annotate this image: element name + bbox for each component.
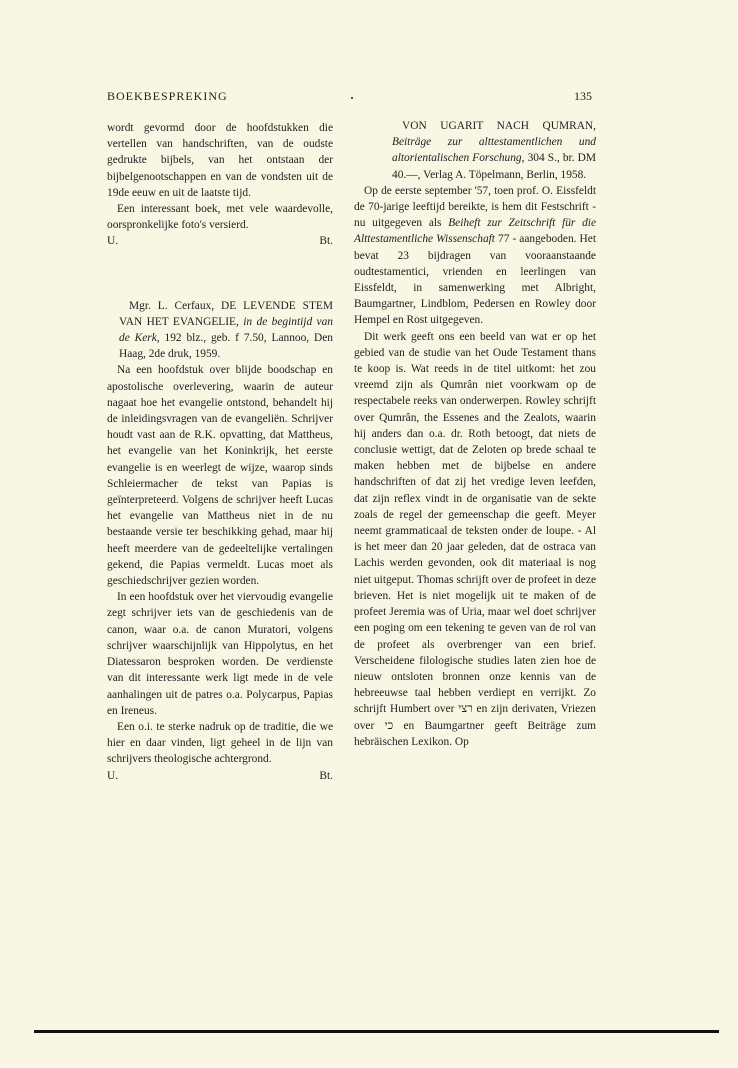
review3-p1-journal-title: Beiheft zur Zeitschrift für die Alttestamentliche Wissenschaft	[354, 217, 596, 246]
review2-signature	[107, 768, 333, 784]
review3-ref-details: 304 S., br. DM 40.—, Verlag A. Töpelmann, Berlin, 1958.	[392, 152, 596, 181]
hebrew-word-2: כי	[384, 719, 394, 732]
review3-p1-text-b: 77 - aangeboden. Het bevat 23 bijdragen van vooraanstaande oudtestamentici, vrienden en leerlingen van Eissfeldt, in samenwerking met Albright, Baumgartner, Lindblom, Pedersen en Rowley door Hempel en Rost uitgegeven.	[354, 233, 596, 327]
review2-signature-author: Bt.	[319, 769, 333, 782]
review2-ref-details: 192 blz., geb. f 7.50, Lannoo, Den Haag, 2de druk, 1959.	[119, 332, 333, 361]
review3-ref-subtitle: Beiträge zur alttestamentlichen und altorientalischen Forschung,	[392, 136, 596, 165]
review2-bibliographic-reference	[107, 298, 333, 363]
review3-ref-title: VON UGARIT NACH QUMRAN,	[402, 120, 596, 132]
review3-paragraph-1	[354, 183, 596, 329]
review3-p2-text-a: Dit werk geeft ons een beeld van wat er op het gebied van de studie van het Oude Testament thans te koop is. Wat reeds in de titel uitkomt: het zou vreemd zijn als Qumrân niet voorkwam op de respectabele reeks van onderwerpen. Rowley schrijft over Qumrân, the Essenes and the Zealots, waarin hij anders dan o.a. dr. Roth betoogt, dat niets de conclusie wettigt, dat de Zeloten op brede schaal te maken hebben met de bijbelse en andere handschriften of dat zij het vredige leven leefden, dat zijn reflex vindt in de organisatie van de sekte zoals de regel der gemeenschap die geeft. Meyer neemt grammaticaal de teksten onder de loupe. - Al is het meer dan 20 jaar geleden, dat de ostraca van Lachis werden gevonden, ook dit materiaal is nog niet uitgeput. Thomas schrijft over de profeet in deze brieven. Het is niet mogelijk uit te maken of de profeet Jeremia was of Uria, maar wel doet schrijver een poging om een tekening te geven van de rol van de profeet als overbrenger van een brief. Verscheidene filologische studies laten zien hoe de nieuw ontsloten bronnen onze kennis van de hebreeuwse taal hebben verdiept en verrijkt. Zo schrijft Humbert over	[354, 330, 596, 716]
review3-p2-text-c: en Baumgartner geeft Beiträge zum hebräischen Lexikon. Op	[354, 719, 596, 748]
review2-ref-subtitle: in de begintijd van de Kerk,	[119, 315, 333, 345]
bottom-scan-edge	[34, 1030, 719, 1033]
review1-signature-initial: U.	[107, 235, 119, 248]
review2-paragraph-3: Een o.i. te sterke nadruk op de traditie, die we hier en daar vinden, ligt geheel in de lijn van schrijvers theologische achtergrond.	[107, 720, 333, 766]
review2-ref-title: Mgr. L. Cerfaux, DE LEVENDE STEM VAN HET EVANGELIE,	[119, 299, 333, 328]
review3-p2-text-b: en zijn derivaten, Vriezen over	[354, 703, 596, 732]
review1-paragraph-1: wordt gevormd door de hoofdstukken die vertellen van handschriften, van de oudste gedrukte bijbels, van het ontstaan der bijbelgenootschappen en van de vondsten uit de 19de eeuw en uit de laatste tijd.	[107, 122, 333, 199]
right-column	[354, 118, 596, 750]
left-column	[107, 120, 333, 784]
review2-paragraph-1: Na een hoofdstuk over blijde boodschap en apostolische overlevering, waarin de auteur nagaat hoe het evangelie ontstond, behandelt hij de inleidingsvragen van de evangeliën. Schrijver houdt vast aan de R.K. opvatting, dat Mattheus, het evangelie van het Koninkrijk, het eerste evangelie is en weerlegt de wijze, waarop sinds Schleiermacher de tekst van Papias is geïnterpreteerd. Volgens de schrijver heeft Lucas het evangelie van Mattheus niet in de nu bestaande versie ter beschikking gehad, maar hij heeft meerdere van de gedeeltelijke vertalingen gekend, die Papias vermeldt. Lucas moet als geschiedschrijver gezien worden.	[107, 364, 333, 588]
review2-paragraph-2: In een hoofdstuk over het viervoudig evangelie zegt schrijver iets van de geschiedenis van de canon, waar o.a. de canon Muratori, volgens schrijver waarschijnlijk van Hippolytus, en het Diatessaron besproken worden. De verdienste van dit interessante werk ligt mede in de vele aanhalingen uit de patres o.a. Polycarpus, Papias en Ireneus.	[107, 591, 333, 717]
review1-signature	[107, 233, 333, 249]
review3-paragraph-2	[354, 329, 596, 750]
review2-signature-initial: U.	[107, 769, 119, 782]
review3-p1-text-a: Op de eerste september '57, toen prof. O. Eissfeldt de 70-jarige leeftijd bereikte, is hem dit Festschrift - nu uitgegeven als	[354, 184, 596, 230]
running-title: BOEKBESPREKING	[107, 89, 228, 103]
page-number: 135	[574, 89, 592, 103]
review1-paragraph-2: Een interessant boek, met vele waardevolle, oorspronkelijke foto's versierd.	[107, 203, 333, 232]
review1-signature-author: Bt.	[319, 235, 333, 248]
review3-bibliographic-reference	[380, 118, 596, 183]
hebrew-word-1: רצי	[458, 703, 473, 716]
scan-speck	[351, 97, 353, 99]
